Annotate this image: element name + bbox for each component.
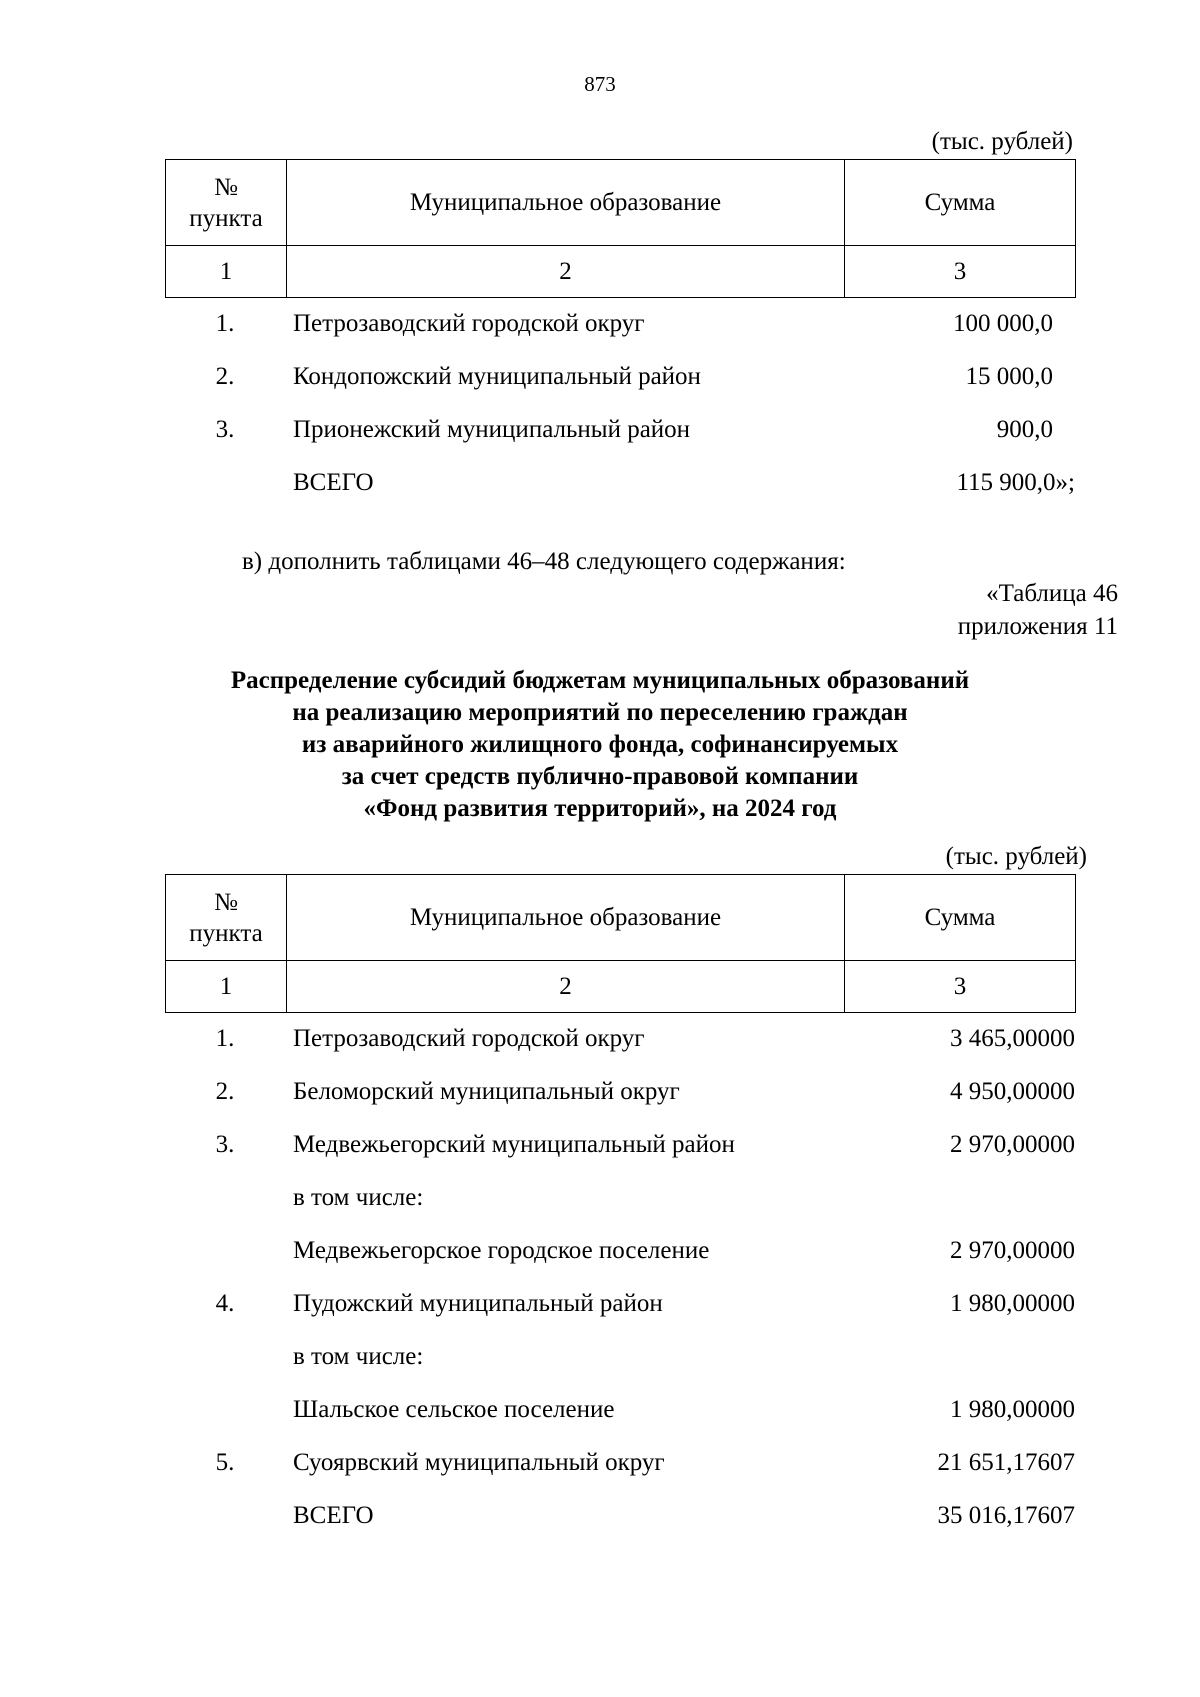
- row-number: 3.: [215, 416, 235, 443]
- row-sum: 100 000,0: [953, 310, 1053, 337]
- row-sum: 21 651,17607: [937, 1449, 1075, 1476]
- table2-header-municipality: Муниципальное образование: [287, 875, 845, 961]
- table-row-total: [165, 469, 1075, 522]
- table-reference-line2: приложения 11: [957, 613, 1118, 640]
- table1-header-number-line1: №: [214, 173, 238, 201]
- table2-units: (тыс. рублей): [945, 843, 1087, 870]
- row-sum: 115 900,0»;: [956, 469, 1075, 496]
- table2-header: [165, 874, 1076, 1013]
- table-row: [165, 1290, 1075, 1343]
- row-number: 1.: [215, 310, 235, 337]
- row-name: Петрозаводский городской округ: [293, 1025, 645, 1052]
- table-row: [165, 1449, 1075, 1502]
- row-name: Кондопожский муниципальный район: [293, 363, 701, 390]
- row-name: Пудожский муниципальный район: [293, 1290, 663, 1317]
- table-row: [165, 1343, 1075, 1396]
- row-name: Медвежьегорское городское поселение: [293, 1237, 710, 1264]
- table-row: [165, 1237, 1075, 1290]
- table2-body: [165, 1025, 1075, 1555]
- table2-header-number-line2: пункта: [189, 919, 263, 947]
- row-number: 2.: [215, 1078, 235, 1105]
- table1-header: [165, 159, 1076, 298]
- title-line-3: из аварийного жилищного фонда, софинансируемых: [301, 731, 899, 758]
- row-sum: 2 970,00000: [950, 1237, 1075, 1264]
- table-row: [165, 1131, 1075, 1184]
- table2-index-2: 2: [287, 961, 845, 1013]
- table1-body: [165, 310, 1075, 522]
- title-line-4: за счет средств публично-правовой компании: [341, 763, 859, 790]
- row-number: 4.: [215, 1290, 235, 1317]
- table1-header-sum: Сумма: [845, 160, 1076, 246]
- title-line-1: Распределение субсидий бюджетам муниципальных образований: [230, 667, 970, 694]
- row-sum: 4 950,00000: [950, 1078, 1075, 1105]
- table-reference: [958, 577, 1118, 643]
- row-number: 3.: [215, 1131, 235, 1158]
- page-number: 873: [584, 72, 616, 96]
- row-sum: 15 000,0: [965, 363, 1053, 390]
- table2-header-sum: Сумма: [845, 875, 1076, 961]
- row-sum: 3 465,00000: [950, 1025, 1075, 1052]
- row-name: ВСЕГО: [293, 1502, 374, 1529]
- table1-index-3: 3: [845, 246, 1076, 298]
- title-line-2: на реализацию мероприятий по переселению граждан: [292, 699, 908, 726]
- table2-index-3: 3: [845, 961, 1076, 1013]
- table-row: [165, 1078, 1075, 1131]
- title-line-5: «Фонд развития территорий», на 2024 год: [363, 795, 837, 822]
- table1-header-number-line2: пункта: [189, 204, 263, 232]
- row-sum: 900,0: [996, 416, 1053, 443]
- table1-header-number: [166, 160, 287, 246]
- table2-index-1: 1: [166, 961, 287, 1013]
- table2-header-number-line1: №: [214, 888, 238, 916]
- table1-header-municipality: Муниципальное образование: [287, 160, 845, 246]
- table-row-total: [165, 1502, 1075, 1555]
- row-number: 1.: [215, 1025, 235, 1052]
- row-name: Прионежский муниципальный район: [293, 416, 691, 443]
- row-name: Петрозаводский городской округ: [293, 310, 645, 337]
- row-name: в том числе:: [293, 1184, 424, 1211]
- row-sum: 35 016,17607: [937, 1502, 1075, 1529]
- amendment-paragraph: в) дополнить таблицами 46–48 следующего содержания:: [242, 548, 846, 575]
- row-sum: 1 980,00000: [950, 1396, 1075, 1423]
- table2-header-number: [166, 875, 287, 961]
- table-title: [0, 665, 1200, 825]
- row-name: Медвежьегорский муниципальный район: [293, 1131, 735, 1158]
- row-name: Шальское сельское поселение: [293, 1396, 615, 1423]
- row-name: в том числе:: [293, 1343, 424, 1370]
- table-row: [165, 1184, 1075, 1237]
- row-sum: 2 970,00000: [950, 1131, 1075, 1158]
- table-row: [165, 416, 1075, 469]
- table1-index-2: 2: [287, 246, 845, 298]
- table1-index-1: 1: [166, 246, 287, 298]
- row-number: 2.: [215, 363, 235, 390]
- row-name: Суоярвский муниципальный округ: [293, 1449, 665, 1476]
- row-name: Беломорский муниципальный округ: [293, 1078, 680, 1105]
- row-sum: 1 980,00000: [950, 1290, 1075, 1317]
- table-row: [165, 363, 1075, 416]
- table-row: [165, 310, 1075, 363]
- table-reference-line1: «Таблица 46: [986, 580, 1118, 607]
- table-row: [165, 1396, 1075, 1449]
- row-number: 5.: [215, 1449, 235, 1476]
- row-name: ВСЕГО: [293, 469, 374, 496]
- table1-units: (тыс. рублей): [931, 128, 1073, 155]
- table-row: [165, 1025, 1075, 1078]
